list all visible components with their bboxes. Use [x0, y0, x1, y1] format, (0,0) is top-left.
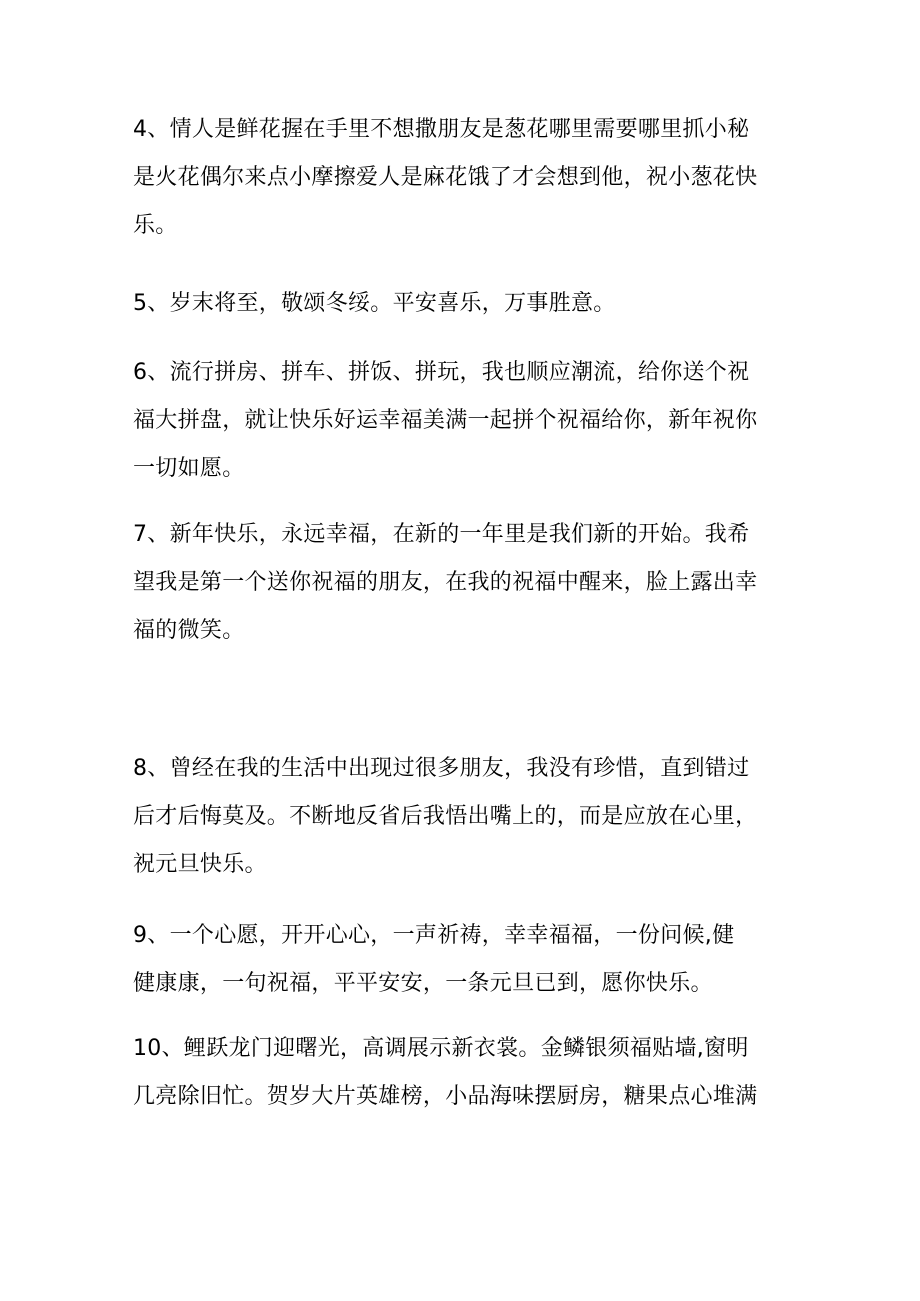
paragraph-item-7: [133, 511, 793, 655]
paragraph-line: 后才后悔莫及。不断地反省后我悟出嘴上的，而是应放在心里，: [133, 804, 758, 829]
paragraph-line: 一切如愿。: [133, 456, 245, 481]
paragraph-item-8: [133, 745, 793, 889]
paragraph-item-4: [133, 106, 793, 250]
paragraph-line: 9、一个心愿，开开心心，一声祈祷，幸幸福福，一份问候,健: [133, 923, 735, 948]
paragraph-line: 4、情人是鲜花握在手里不想撒朋友是葱花哪里需要哪里抓小秘: [133, 117, 750, 142]
paragraph-line: 祝元旦快乐。: [133, 852, 267, 877]
paragraph-line: 福的微笑。: [133, 618, 245, 643]
paragraph-line: 10、鲤跃龙门迎曙光，高调展示新衣裳。金鳞银须福贴墙,窗明: [133, 1036, 749, 1061]
paragraph-item-6: [133, 349, 793, 493]
paragraph-line: 是火花偶尔来点小摩擦爱人是麻花饿了才会想到他，祝小葱花快: [133, 165, 758, 190]
paragraph-line: 健康康，一句祝福，平平安安，一条元旦已到，愿你快乐。: [133, 971, 713, 996]
paragraph-item-5: [133, 280, 793, 328]
paragraph-line: 5、岁末将至，敬颂冬绥。平安喜乐，万事胜意。: [133, 291, 616, 316]
paragraph-line: 望我是第一个送你祝福的朋友，在我的祝福中醒来，脸上露出幸: [133, 570, 758, 595]
paragraph-line: 6、流行拼房、拼车、拼饭、拼玩，我也顺应潮流，给你送个祝: [133, 360, 750, 385]
paragraph-line: 7、新年快乐，永远幸福，在新的一年里是我们新的开始。我希: [133, 522, 750, 547]
paragraph-line: 几亮除旧忙。贺岁大片英雄榜，小品海味摆厨房，糖果点心堆满: [133, 1084, 758, 1109]
paragraph-line: 乐。: [133, 213, 178, 238]
paragraph-item-9: [133, 912, 793, 1008]
paragraph-line: 福大拼盘，就让快乐好运幸福美满一起拼个祝福给你，新年祝你: [133, 408, 758, 433]
paragraph-line: 8、曾经在我的生活中出现过很多朋友，我没有珍惜，直到错过: [133, 756, 750, 781]
paragraph-item-10: [133, 1025, 793, 1121]
